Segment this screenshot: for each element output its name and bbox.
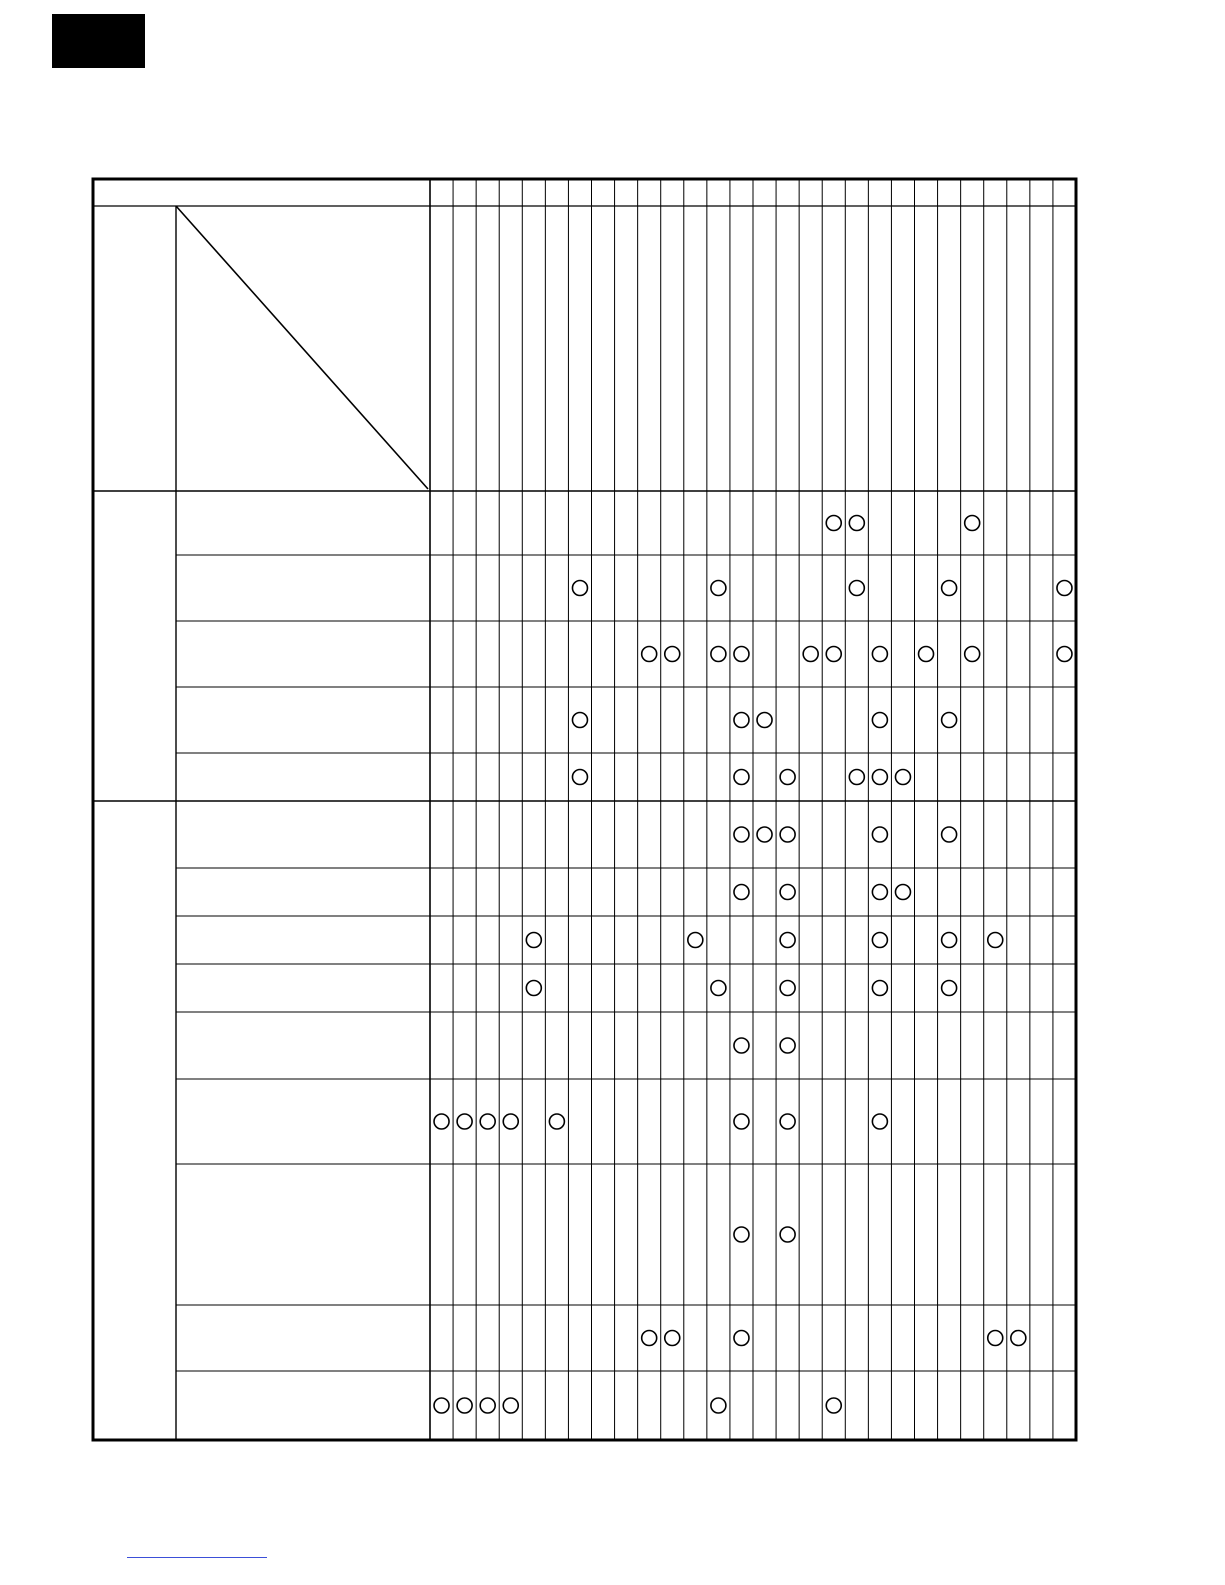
mark-circle [434, 1398, 449, 1413]
mark-circle [457, 1114, 472, 1129]
mark-circle [734, 827, 749, 842]
mark-circle [780, 1114, 795, 1129]
mark-circle [1011, 1331, 1026, 1346]
mark-circle [688, 933, 703, 948]
mark-circle [434, 1114, 449, 1129]
mark-circle [549, 1114, 564, 1129]
mark-circle [572, 770, 587, 785]
mark-circle [895, 885, 910, 900]
mark-circle [734, 1331, 749, 1346]
mark-circle [872, 770, 887, 785]
mark-circle [757, 713, 772, 728]
mark-circle [665, 1331, 680, 1346]
mark-circle [919, 647, 934, 662]
mark-circle [780, 981, 795, 996]
mark-circle [872, 933, 887, 948]
mark-circle [872, 647, 887, 662]
mark-circle [734, 713, 749, 728]
mark-circle [711, 647, 726, 662]
table-frame [93, 179, 1076, 1440]
mark-circle [780, 1227, 795, 1242]
mark-circle [872, 981, 887, 996]
mark-circle [826, 516, 841, 531]
mark-circle [572, 713, 587, 728]
mark-circle [665, 647, 680, 662]
mark-circle [849, 581, 864, 596]
mark-circle [780, 827, 795, 842]
mark-circle [942, 713, 957, 728]
mark-circle [780, 1038, 795, 1053]
mark-circle [780, 885, 795, 900]
mark-circle [872, 713, 887, 728]
mark-circle [826, 1398, 841, 1413]
mark-circle [711, 1398, 726, 1413]
header-diagonal [176, 206, 428, 489]
mark-circle [711, 981, 726, 996]
mark-circle [942, 827, 957, 842]
mark-circle [942, 981, 957, 996]
mark-circle [780, 933, 795, 948]
mark-circle [872, 1114, 887, 1129]
mark-circle [872, 827, 887, 842]
mark-circle [480, 1114, 495, 1129]
mark-circle [572, 581, 587, 596]
mark-circle [988, 1331, 1003, 1346]
mark-circle [480, 1398, 495, 1413]
mark-circle [642, 647, 657, 662]
mark-circle [1057, 647, 1072, 662]
mark-circle [895, 770, 910, 785]
mark-circle [526, 981, 541, 996]
mark-circle [734, 647, 749, 662]
mark-circle [849, 770, 864, 785]
mark-circle [826, 647, 841, 662]
mark-circle [965, 647, 980, 662]
mark-circle [734, 1114, 749, 1129]
footer-link-underline[interactable] [127, 1557, 267, 1558]
mark-circle [965, 516, 980, 531]
mark-circle [734, 885, 749, 900]
mark-circle [757, 827, 772, 842]
mark-circle [734, 1038, 749, 1053]
mark-circle [711, 581, 726, 596]
mark-circle [526, 933, 541, 948]
mark-circle [503, 1398, 518, 1413]
mark-circle [803, 647, 818, 662]
mark-circle [988, 933, 1003, 948]
mark-circle [457, 1398, 472, 1413]
mark-circle [872, 885, 887, 900]
mark-circle [780, 770, 795, 785]
mark-circle [942, 581, 957, 596]
mark-circle [503, 1114, 518, 1129]
mark-circle [849, 516, 864, 531]
mark-circle [942, 933, 957, 948]
mark-circle [642, 1331, 657, 1346]
mark-circle [1057, 581, 1072, 596]
mark-circle [734, 1227, 749, 1242]
mark-circle [734, 770, 749, 785]
